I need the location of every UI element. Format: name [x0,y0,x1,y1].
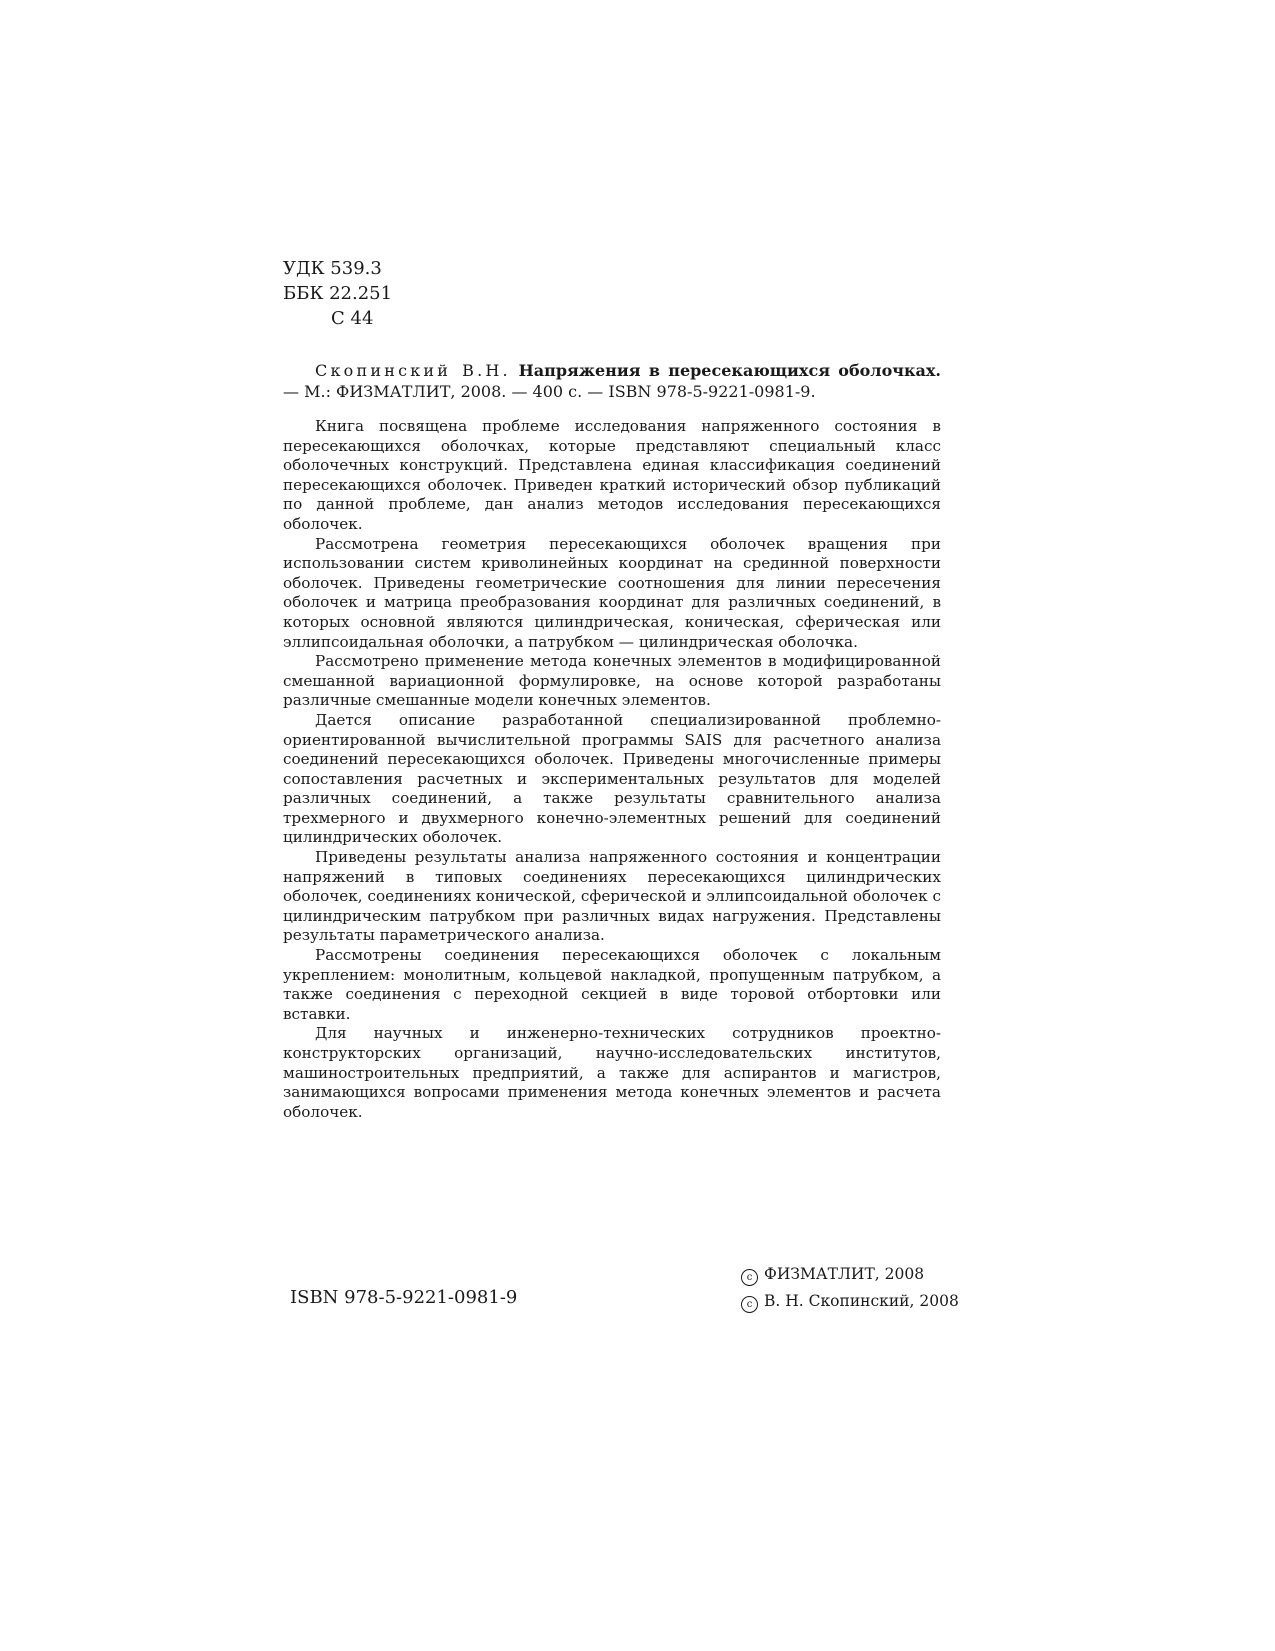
book-title: Напряжения в пересекающихся оболочках. [518,361,941,380]
copyright-icon: c [741,1269,758,1286]
abstract-paragraph: Рассмотрена геометрия пересекающихся оболочек вращения при использовании систем криволинейных координат на срединной поверхности оболочек. Приведены геометрические соотношения для линии пересечения оболочек и матрица преобразования координат для различных соединений, в которых основной являются цилиндрическая, коническая, сферическая или эллипсоидальная оболочки, а патрубком — цилиндрическая оболочка. [283,534,941,651]
cutter-code: С 44 [331,308,374,329]
copyright-publisher-row [741,1261,941,1288]
abstract-paragraph: Книга посвящена проблеме исследования напряженного состояния в пересекающихся оболочках, которые представляют специальный класс оболочечных конструкций. Представлена единая классификация соединений пересекающихся оболочек. Приведен краткий исторический обзор публикаций по данной проблеме, дан анализ методов исследования пересекающихся оболочек. [283,417,941,533]
copyright-author: В. Н. Скопинский, 2008 [764,1292,959,1310]
udk-code: УДК 539.3 [283,258,382,279]
abstract-paragraph: Рассмотрено применение метода конечных элементов в модифицированной смешанной вариационной формулировке, на основе которой разработаны различные смешанные модели конечных элементов. [283,652,941,710]
bibliographic-record [283,360,941,402]
copyright-publisher: ФИЗМАТЛИТ, 2008 [764,1265,925,1283]
classification-codes [283,256,392,331]
abstract-paragraph: Приведены результаты анализа напряженного состояния и концентрации напряжений в типовых соединениях пересекающихся цилиндрических оболочек, соединениях конической, сферической и эллипсоидальной оболочек с цилиндрическим патрубком при различных видах нагружения. Представлены результаты параметрического анализа. [283,848,941,945]
title-dash: — [283,382,299,401]
abstract-paragraph: Дается описание разработанной специализированной проблемно-ориентированной вычислительной программы SAIS для расчетного анализа соединений пересекающихся оболочек. Приведены многочисленные примеры сопоставления расчетных и экспериментальных результатов для моделей различных соединений, а также результаты сравнительного анализа трехмерного и двухмерного конечно-элементных решений для соединений цилиндрических оболочек. [283,710,941,847]
abstract-paragraph: Рассмотрены соединения пересекающихся оболочек с локальным укреплением: монолитным, кольцевой накладкой, пропущенным патрубком, а также соединения с переходной секцией в виде торовой отбортовки или вставки. [283,946,941,1023]
abstract [283,417,941,1122]
imprint: М.: ФИЗМАТЛИТ, 2008. — 400 с. — ISBN 978-5-9221-0981-9. [304,382,816,401]
isbn: ISBN 978-5-9221-0981-9 [290,1287,518,1308]
author-name: Скопинский В.Н. [315,361,511,380]
copyright-icon: c [741,1296,758,1313]
abstract-paragraph: Для научных и инженерно-технических сотрудников проектно-конструкторских организаций, научно-исследовательских институтов, машиностроительных предприятий, а также для аспирантов и магистров, занимающихся вопросами применения метода конечных элементов и расчета оболочек. [283,1024,941,1121]
bbk-code: ББК 22.251 [283,283,393,304]
copyright-author-row [741,1288,959,1315]
copyright-notices [741,1261,959,1315]
